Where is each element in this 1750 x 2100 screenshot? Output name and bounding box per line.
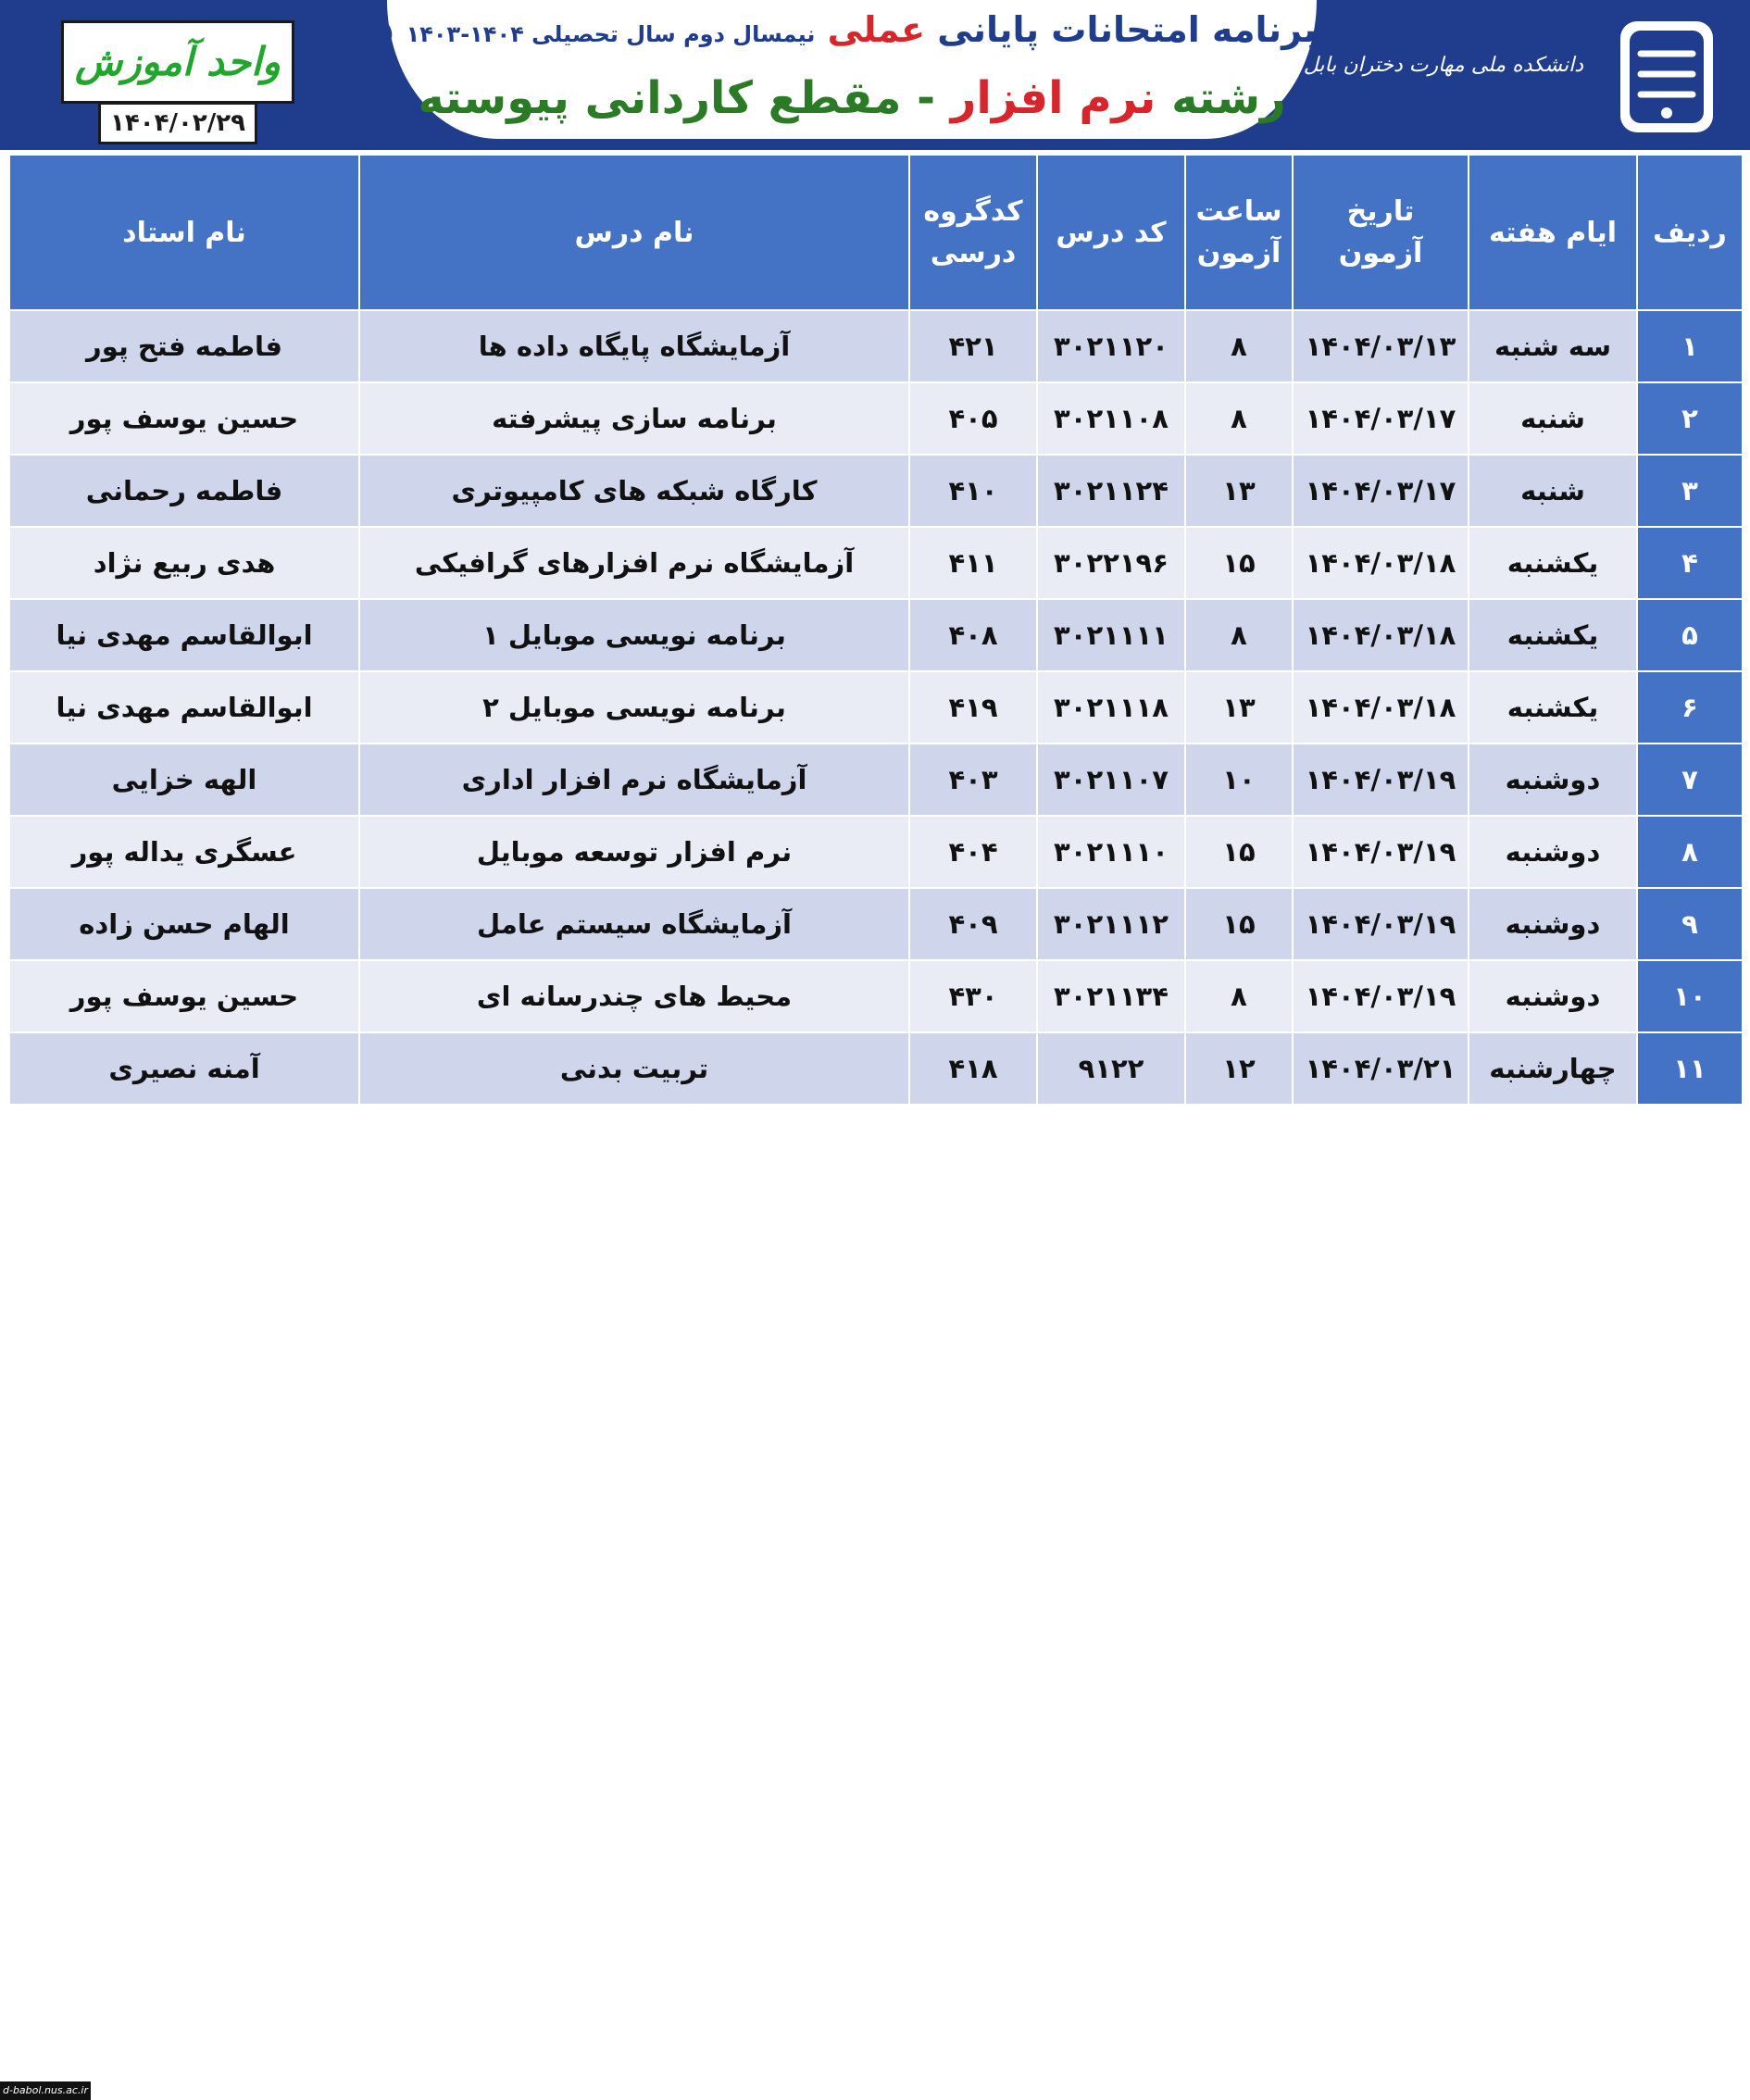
cell-instructor: حسین یوسف پور bbox=[9, 960, 359, 1032]
cell-date: ۱۴۰۴/۰۳/۱۳ bbox=[1293, 310, 1469, 382]
table-row bbox=[9, 455, 1743, 527]
cell-date: ۱۴۰۴/۰۳/۱۹ bbox=[1293, 960, 1469, 1032]
cell-course-code: ۳۰۲۱۱۲۴ bbox=[1037, 455, 1185, 527]
cell-date: ۱۴۰۴/۰۳/۱۹ bbox=[1293, 816, 1469, 888]
cell-weekday: یکشنبه bbox=[1469, 599, 1637, 671]
cell-weekday: دوشنبه bbox=[1469, 816, 1637, 888]
header-time bbox=[1185, 155, 1293, 310]
cell-date: ۱۴۰۴/۰۳/۱۸ bbox=[1293, 671, 1469, 744]
cell-instructor: فاطمه فتح پور bbox=[9, 310, 359, 382]
cell-instructor: ابوالقاسم مهدی نیا bbox=[9, 599, 359, 671]
cell-row: ۵ bbox=[1637, 599, 1743, 671]
field-prefix: رشته bbox=[1171, 72, 1286, 124]
cell-row: ۷ bbox=[1637, 744, 1743, 816]
cell-course-code: ۳۰۲۱۱۱۰ bbox=[1037, 816, 1185, 888]
cell-group-code: ۴۱۹ bbox=[909, 671, 1037, 744]
cell-time: ۱۰ bbox=[1185, 744, 1293, 816]
cell-time: ۸ bbox=[1185, 960, 1293, 1032]
cell-row: ۱ bbox=[1637, 310, 1743, 382]
header-group-code bbox=[909, 155, 1037, 310]
table-row bbox=[9, 888, 1743, 960]
cell-group-code: ۴۱۸ bbox=[909, 1032, 1037, 1105]
header-group-line2: درسی bbox=[930, 237, 1017, 269]
header-group-line1: کدگروه bbox=[923, 195, 1023, 228]
cell-course-code: ۳۰۲۱۱۳۴ bbox=[1037, 960, 1185, 1032]
cell-row: ۲ bbox=[1637, 382, 1743, 455]
table-header-row bbox=[9, 155, 1743, 310]
field-suffix: - مقطع کاردانی پیوسته bbox=[418, 72, 936, 124]
cell-weekday: دوشنبه bbox=[1469, 888, 1637, 960]
cell-instructor: حسین یوسف پور bbox=[9, 382, 359, 455]
cell-course-name: برنامه نویسی موبایل ۲ bbox=[359, 671, 909, 744]
header-course-code: کد درس bbox=[1037, 155, 1185, 310]
cell-group-code: ۴۰۹ bbox=[909, 888, 1037, 960]
cell-course-code: ۳۰۲۱۱۰۷ bbox=[1037, 744, 1185, 816]
university-emblem-icon bbox=[1593, 17, 1731, 137]
cell-weekday: چهارشنبه bbox=[1469, 1032, 1637, 1105]
cell-instructor: ابوالقاسم مهدی نیا bbox=[9, 671, 359, 744]
cell-course-name: آزمایشگاه نرم افزارهای گرافیکی bbox=[359, 527, 909, 599]
title-part1: برنامه امتحانات پایانی bbox=[937, 9, 1317, 50]
cell-weekday: یکشنبه bbox=[1469, 527, 1637, 599]
cell-instructor: الهام حسن زاده bbox=[9, 888, 359, 960]
header-row: ردیف bbox=[1637, 155, 1743, 310]
cell-group-code: ۴۲۱ bbox=[909, 310, 1037, 382]
table-row bbox=[9, 310, 1743, 382]
cell-course-code: ۳۰۲۱۱۱۲ bbox=[1037, 888, 1185, 960]
cell-time: ۱۵ bbox=[1185, 888, 1293, 960]
table-row bbox=[9, 744, 1743, 816]
cell-course-name: محیط های چندرسانه ای bbox=[359, 960, 909, 1032]
cell-time: ۱۳ bbox=[1185, 455, 1293, 527]
cell-instructor: فاطمه رحمانی bbox=[9, 455, 359, 527]
cell-date: ۱۴۰۴/۰۳/۱۷ bbox=[1293, 455, 1469, 527]
cell-time: ۱۳ bbox=[1185, 671, 1293, 744]
cell-group-code: ۴۳۰ bbox=[909, 960, 1037, 1032]
college-logo bbox=[1303, 17, 1741, 137]
cell-weekday: دوشنبه bbox=[1469, 960, 1637, 1032]
cell-time: ۸ bbox=[1185, 382, 1293, 455]
cell-row: ۶ bbox=[1637, 671, 1743, 744]
cell-instructor: عسگری یداله پور bbox=[9, 816, 359, 888]
table-body bbox=[9, 310, 1743, 1105]
cell-row: ۳ bbox=[1637, 455, 1743, 527]
cell-group-code: ۴۱۰ bbox=[909, 455, 1037, 527]
table-row bbox=[9, 527, 1743, 599]
cell-course-code: ۳۰۲۱۱۲۰ bbox=[1037, 310, 1185, 382]
cell-group-code: ۴۰۸ bbox=[909, 599, 1037, 671]
header-instructor: نام استاد bbox=[9, 155, 359, 310]
unit-date: ۱۴۰۴/۰۲/۲۹ bbox=[98, 102, 257, 144]
cell-course-code: ۳۰۲۲۱۹۶ bbox=[1037, 527, 1185, 599]
page-subtitle bbox=[387, 72, 1317, 124]
cell-group-code: ۴۰۴ bbox=[909, 816, 1037, 888]
unit-label: واحد آموزش bbox=[61, 20, 294, 104]
cell-date: ۱۴۰۴/۰۳/۲۱ bbox=[1293, 1032, 1469, 1105]
cell-instructor: هدی ربیع نژاد bbox=[9, 527, 359, 599]
header-time-line1: ساعت bbox=[1195, 195, 1282, 228]
cell-date: ۱۴۰۴/۰۳/۱۸ bbox=[1293, 599, 1469, 671]
table-row bbox=[9, 382, 1743, 455]
cell-course-name: تربیت بدنی bbox=[359, 1032, 909, 1105]
term-label: (ترم۰۳۲) bbox=[294, 21, 394, 47]
cell-course-name: آزمایشگاه پایگاه داده ها bbox=[359, 310, 909, 382]
cell-weekday: شنبه bbox=[1469, 455, 1637, 527]
header-course-name: نام درس bbox=[359, 155, 909, 310]
cell-time: ۱۵ bbox=[1185, 527, 1293, 599]
page-title bbox=[294, 9, 1317, 50]
cell-group-code: ۴۰۵ bbox=[909, 382, 1037, 455]
cell-weekday: سه شنبه bbox=[1469, 310, 1637, 382]
cell-weekday: شنبه bbox=[1469, 382, 1637, 455]
cell-course-name: برنامه نویسی موبایل ۱ bbox=[359, 599, 909, 671]
cell-group-code: ۴۰۳ bbox=[909, 744, 1037, 816]
table-row bbox=[9, 599, 1743, 671]
cell-weekday: دوشنبه bbox=[1469, 744, 1637, 816]
cell-instructor: آمنه نصیری bbox=[9, 1032, 359, 1105]
table-row bbox=[9, 671, 1743, 744]
cell-row: ۹ bbox=[1637, 888, 1743, 960]
cell-course-name: آزمایشگاه نرم افزار اداری bbox=[359, 744, 909, 816]
title-box bbox=[294, 0, 1317, 139]
field-name: نرم افزار bbox=[950, 72, 1156, 124]
cell-weekday: یکشنبه bbox=[1469, 671, 1637, 744]
cell-row: ۸ bbox=[1637, 816, 1743, 888]
cell-course-code: ۳۰۲۱۱۱۸ bbox=[1037, 671, 1185, 744]
header-date: تاریخ آزمون bbox=[1293, 155, 1469, 310]
cell-date: ۱۴۰۴/۰۳/۱۹ bbox=[1293, 744, 1469, 816]
cell-course-code: ۳۰۲۱۱۱۱ bbox=[1037, 599, 1185, 671]
college-name: دانشکده ملی مهارت دختران بابل bbox=[1303, 54, 1583, 77]
cell-row: ۱۰ bbox=[1637, 960, 1743, 1032]
cell-date: ۱۴۰۴/۰۳/۱۷ bbox=[1293, 382, 1469, 455]
cell-course-code: ۳۰۲۱۱۰۸ bbox=[1037, 382, 1185, 455]
table-row bbox=[9, 1032, 1743, 1105]
header-weekday: ایام هفته bbox=[1469, 155, 1637, 310]
cell-course-name: برنامه سازی پیشرفته bbox=[359, 382, 909, 455]
cell-group-code: ۴۱۱ bbox=[909, 527, 1037, 599]
header-time-line2: آزمون bbox=[1196, 237, 1281, 269]
cell-time: ۸ bbox=[1185, 599, 1293, 671]
cell-time: ۱۵ bbox=[1185, 816, 1293, 888]
table-row bbox=[9, 816, 1743, 888]
title-highlight: عملی bbox=[827, 9, 926, 50]
cell-time: ۸ bbox=[1185, 310, 1293, 382]
cell-course-name: آزمایشگاه سیستم عامل bbox=[359, 888, 909, 960]
footer-site-url: d-babol.nus.ac.ir bbox=[0, 2081, 91, 2100]
table-row bbox=[9, 960, 1743, 1032]
title-part2: نیمسال دوم سال تحصیلی ۱۴۰۴-۱۴۰۳ bbox=[406, 21, 816, 47]
exam-schedule-table bbox=[8, 154, 1744, 1106]
cell-course-code: ۹۱۲۲ bbox=[1037, 1032, 1185, 1105]
cell-course-name: نرم افزار توسعه موبایل bbox=[359, 816, 909, 888]
cell-date: ۱۴۰۴/۰۳/۱۹ bbox=[1293, 888, 1469, 960]
cell-course-name: کارگاه شبکه های کامپیوتری bbox=[359, 455, 909, 527]
cell-date: ۱۴۰۴/۰۳/۱۸ bbox=[1293, 527, 1469, 599]
cell-row: ۱۱ bbox=[1637, 1032, 1743, 1105]
cell-time: ۱۲ bbox=[1185, 1032, 1293, 1105]
cell-instructor: الهه خزایی bbox=[9, 744, 359, 816]
cell-row: ۴ bbox=[1637, 527, 1743, 599]
